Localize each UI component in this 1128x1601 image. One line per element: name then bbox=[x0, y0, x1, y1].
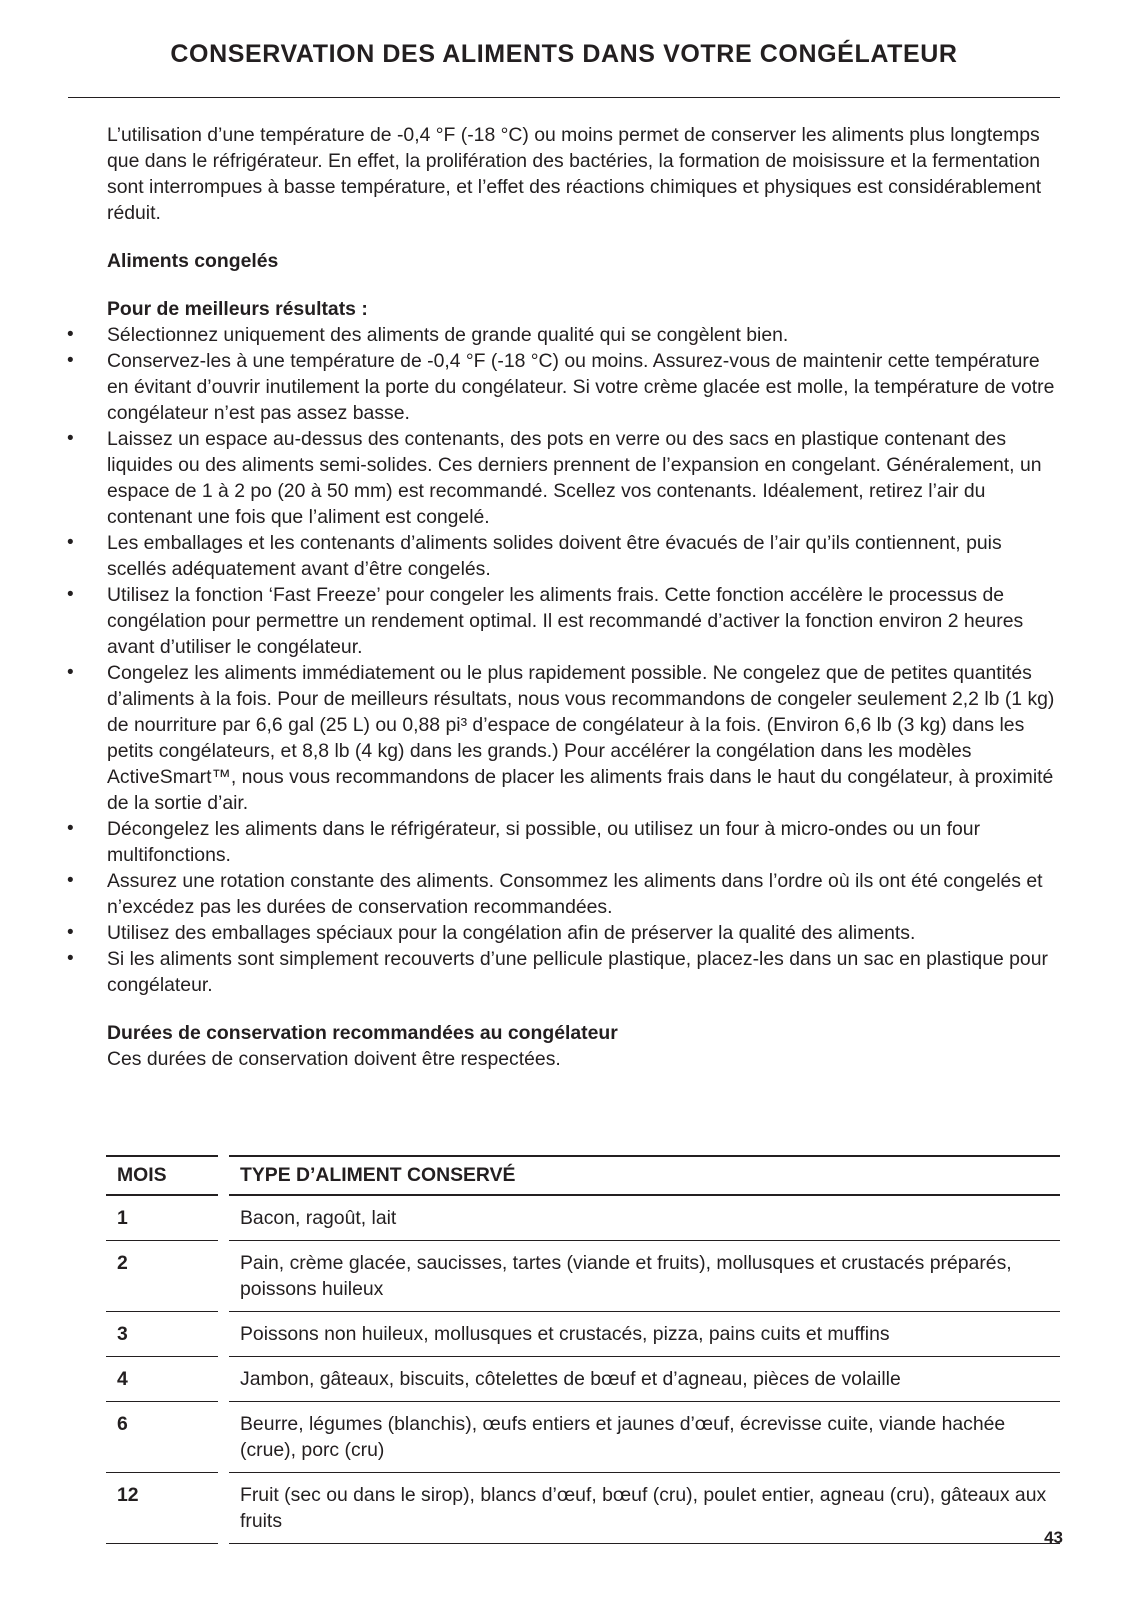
list-item: • Laissez un espace au-dessus des contenants, des pots en verre ou des sacs en plastique contenant des liquides ou des aliments semi-solides. Ces derniers prennent de l’expansion en congelant. Généralement, un espace de 1 à 2 po (20 à 50 mm) est recommandé. Scellez vos contenants. Idéalement, retirez l’air du contenant une fois que l’aliment est congelé. bbox=[107, 426, 1062, 530]
food-cell: Bacon, ragoût, lait bbox=[229, 1196, 1060, 1241]
months-cell: 6 bbox=[106, 1402, 218, 1473]
column-gap bbox=[218, 1196, 229, 1241]
food-cell: Jambon, gâteaux, biscuits, côtelettes de bœuf et d’agneau, pièces de volaille bbox=[229, 1357, 1060, 1402]
months-cell: 1 bbox=[106, 1196, 218, 1241]
table-row bbox=[106, 1357, 1060, 1402]
best-results-subheading: Pour de meilleurs résultats : bbox=[107, 298, 368, 320]
list-item: • Utilisez des emballages spéciaux pour la congélation afin de préserver la qualité des aliments. bbox=[107, 920, 1062, 946]
column-gap bbox=[218, 1241, 229, 1312]
table-row bbox=[106, 1473, 1060, 1544]
list-item: • Les emballages et les contenants d’aliments solides doivent être évacués de l’air qu’ils contiennent, puis scellés adéquatement avant d’être congelés. bbox=[107, 530, 1062, 582]
column-gap bbox=[218, 1312, 229, 1357]
frozen-foods-heading: Aliments congelés bbox=[107, 250, 279, 272]
column-gap bbox=[218, 1473, 229, 1544]
food-cell: Pain, crème glacée, saucisses, tartes (viande et fruits), mollusques et crustacés préparés, poissons huileux bbox=[229, 1241, 1060, 1312]
title-divider bbox=[68, 97, 1060, 98]
storage-times-note: Ces durées de conservation doivent être respectées. bbox=[107, 1048, 561, 1070]
page-title: CONSERVATION DES ALIMENTS DANS VOTRE CONGÉLATEUR bbox=[170, 40, 958, 68]
months-cell: 2 bbox=[106, 1241, 218, 1312]
table-header-row bbox=[106, 1155, 1060, 1196]
table-row bbox=[106, 1196, 1060, 1241]
list-item: • Sélectionnez uniquement des aliments de grande qualité qui se congèlent bien. bbox=[107, 322, 1062, 348]
list-item: • Assurez une rotation constante des aliments. Consommez les aliments dans l’ordre où ils ont été congelés et n’excédez pas les durées de conservation recommandées. bbox=[107, 868, 1062, 920]
food-cell: Poissons non huileux, mollusques et crustacés, pizza, pains cuits et muffins bbox=[229, 1312, 1060, 1357]
table-row bbox=[106, 1402, 1060, 1473]
list-item: • Congelez les aliments immédiatement ou le plus rapidement possible. Ne congelez que de petites quantités d’aliments à la fois. Pour de meilleurs résultats, nous vous recommandons de congeler seulement 2,2 lb (1 kg) de nourriture par 6,6 gal (25 L) ou 0,88 pi³ d’espace de congélateur à la fois. (Environ 6,6 lb (3 kg) dans les petits congélateurs, et 8,8 lb (4 kg) dans les grands.) Pour accélérer la congélation dans les modèles ActiveSmart™, nous vous recommandons de placer les aliments frais dans le haut du congélateur, à proximité de la sortie d’air. bbox=[107, 660, 1062, 816]
column-gap bbox=[218, 1155, 229, 1196]
food-cell: Beurre, légumes (blanchis), œufs entiers et jaunes d’œuf, écrevisse cuite, viande hachée (crue), porc (cru) bbox=[229, 1402, 1060, 1473]
column-gap bbox=[218, 1402, 229, 1473]
column-header-food-type: TYPE D’ALIMENT CONSERVÉ bbox=[229, 1155, 1060, 1196]
months-cell: 4 bbox=[106, 1357, 218, 1402]
list-item: • Utilisez la fonction ‘Fast Freeze’ pour congeler les aliments frais. Cette fonction accélère le processus de congélation pour permettre un rendement optimal. Il est recommandé d’activer la fonction environ 2 heures avant d’utiliser le congélateur. bbox=[107, 582, 1062, 660]
storage-times-heading: Durées de conservation recommandées au congélateur bbox=[107, 1022, 618, 1044]
tips-list bbox=[107, 322, 1062, 998]
column-header-months: MOIS bbox=[106, 1155, 218, 1196]
intro-paragraph: L’utilisation d’une température de -0,4 °F (-18 °C) ou moins permet de conserver les aliments plus longtemps que dans le réfrigérateur. En effet, la prolifération des bactéries, la formation de moisissure et la fermentation sont interrompues à basse température, et l’effet des réactions chimiques et physiques est considérablement réduit. bbox=[107, 124, 1042, 224]
storage-times-table bbox=[106, 1155, 1060, 1544]
list-item: • Si les aliments sont simplement recouverts d’une pellicule plastique, placez-les dans un sac en plastique pour congélateur. bbox=[107, 946, 1062, 998]
table-row bbox=[106, 1241, 1060, 1312]
page-number: 43 bbox=[1044, 1528, 1063, 1547]
months-cell: 12 bbox=[106, 1473, 218, 1544]
column-gap bbox=[218, 1357, 229, 1402]
list-item: • Décongelez les aliments dans le réfrigérateur, si possible, ou utilisez un four à micro-ondes ou un four multifonctions. bbox=[107, 816, 1062, 868]
table-row bbox=[106, 1312, 1060, 1357]
list-item: • Conservez-les à une température de -0,4 °F (-18 °C) ou moins. Assurez-vous de maintenir cette température en évitant d’ouvrir inutilement la porte du congélateur. Si votre crème glacée est molle, la température de votre congélateur n’est pas assez basse. bbox=[107, 348, 1062, 426]
main-content bbox=[107, 122, 1062, 1072]
months-cell: 3 bbox=[106, 1312, 218, 1357]
food-cell: Fruit (sec ou dans le sirop), blancs d’œuf, bœuf (cru), poulet entier, agneau (cru), gâteaux aux fruits bbox=[229, 1473, 1060, 1544]
